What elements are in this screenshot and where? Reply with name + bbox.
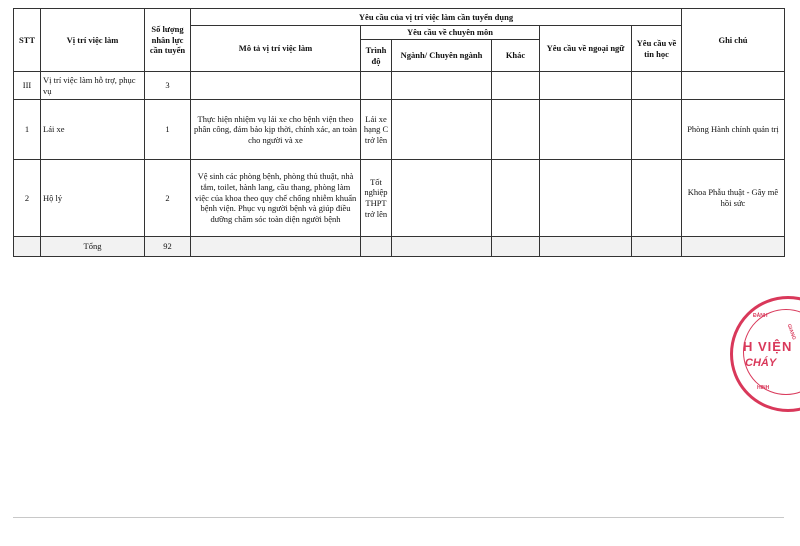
row-it [632, 100, 682, 160]
header-note: Ghi chú [682, 9, 785, 72]
header-major: Ngành/ Chuyên ngành [392, 40, 492, 72]
page-bottom-line [13, 517, 784, 518]
row-other [492, 160, 540, 237]
official-seal [730, 296, 800, 412]
header-stt: STT [14, 9, 41, 72]
total-row [14, 237, 785, 257]
row-it [632, 160, 682, 237]
row-language [540, 100, 632, 160]
header-professional: Yêu cầu về chuyên môn [361, 26, 540, 40]
header-description: Mô tả vị trí việc làm [191, 26, 361, 72]
row-stt: 1 [14, 100, 41, 160]
seal-text-line2: CHÁY [745, 357, 777, 369]
row-position: Hộ lý [41, 160, 145, 237]
row-other [492, 100, 540, 160]
row-note: Phòng Hành chính quản trị [682, 100, 785, 160]
header-quantity: Số lượng nhân lực cần tuyển [145, 9, 191, 72]
seal-rim-bottom: HINH [757, 385, 770, 391]
row-quantity: 1 [145, 100, 191, 160]
row-position: Lái xe [41, 100, 145, 160]
header-position: Vị trí việc làm [41, 9, 145, 72]
recruitment-table [13, 8, 785, 257]
section-row [14, 72, 785, 100]
row-quantity: 2 [145, 160, 191, 237]
seal-rim-right: GIANG [785, 323, 797, 341]
section-quantity: 3 [145, 72, 191, 100]
section-stt: III [14, 72, 41, 100]
header-language: Yêu cầu về ngoại ngữ [540, 26, 632, 72]
table-row [14, 100, 785, 160]
row-language [540, 160, 632, 237]
row-note: Khoa Phẫu thuật - Gây mê hồi sức [682, 160, 785, 237]
row-stt: 2 [14, 160, 41, 237]
row-level: Tốt nghiệp THPT trở lên [361, 160, 392, 237]
row-description: Thực hiện nhiệm vụ lái xe cho bệnh viện theo phân công, đảm bảo kịp thời, chính xác, an toàn cho người và xe [191, 100, 361, 160]
row-major [392, 100, 492, 160]
seal-text-line1: H VIỆN [743, 339, 793, 354]
row-description: Vệ sinh các phòng bệnh, phòng thủ thuật, nhà tắm, toilet, hành lang, cầu thang, phòng làm việc của khoa theo quy chế chống nhiễm khuẩn bệnh viện. Phục vụ người bệnh và giúp điều dưỡng chăm sóc toàn diện người bệnh [191, 160, 361, 237]
seal-rim-top: ĐẢNH [753, 313, 768, 319]
table-row [14, 160, 785, 237]
row-level: Lái xe hạng C trở lên [361, 100, 392, 160]
header-other: Khác [492, 40, 540, 72]
row-major [392, 160, 492, 237]
header-it: Yêu cầu về tin học [632, 26, 682, 72]
total-label: Tổng [41, 237, 145, 257]
header-level: Trình độ [361, 40, 392, 72]
section-name: Vị trí việc làm hỗ trợ, phục vụ [41, 72, 145, 100]
total-value: 92 [145, 237, 191, 257]
header-requirements: Yêu cầu của vị trí việc làm cần tuyển dụng [191, 9, 682, 26]
